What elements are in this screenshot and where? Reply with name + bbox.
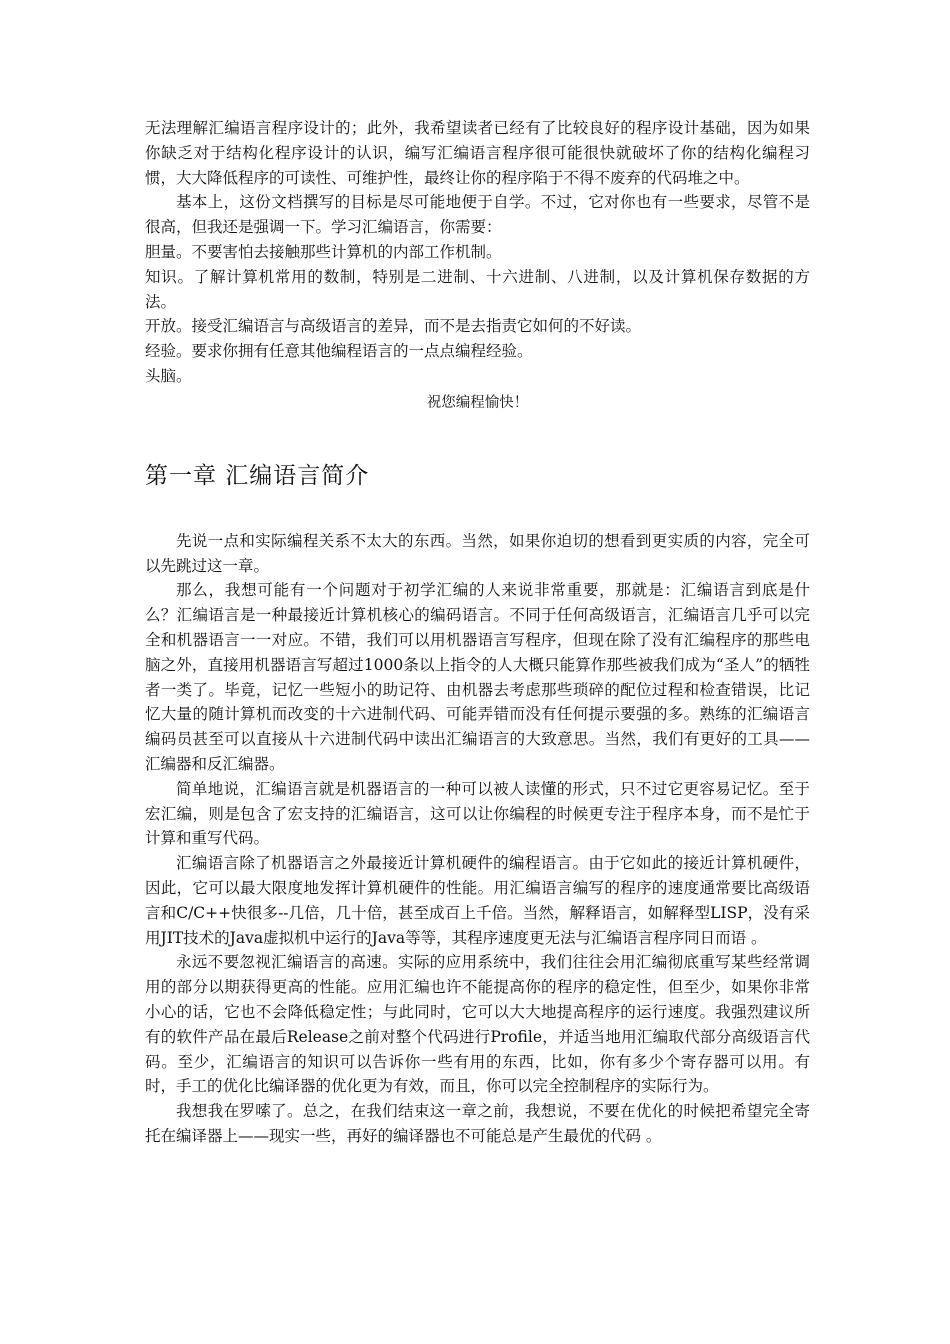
- chapter-paragraph: 先说一点和实际编程关系不太大的东西。当然，如果你迫切的想看到更实质的内容，完全可以先跳过这一章。: [145, 531, 810, 575]
- chapter-title: 第一章 汇编语言简介: [145, 462, 370, 489]
- preface-section: [145, 116, 810, 415]
- chapter-paragraph: 永远不要忽视汇编语言的高速。实际的应用系统中，我们往往会用汇编彻底重写某些经常调用的部分以期获得更高的性能。应用汇编也许不能提高你的程序的稳定性，但至少，如果你非常小心的话，它也不会降低稳定性；与此同时，它可以大大地提高程序的运行速度。我强烈建议所有的软件产品在最后Release之前对整个代码进行Profile，并适当地用汇编取代部分高级语言代码。至少，汇编语言的知识可以告诉你一些有用的东西，比如，你有多少个寄存器可以用。有时，手工的优化比编译器的优化更为有效，而且，你可以完全控制程序的实际行为。: [145, 953, 810, 1096]
- preface-paragraph: 无法理解汇编语言程序设计的；此外，我希望读者已经有了比较良好的程序设计基础，因为如果你缺乏对于结构化程序设计的认识，编写汇编语言程序很可能很快就破坏了你的结构化编程习惯，大大降低程序的可读性、可维护性，最终让你的程序陷于不得不废弃的代码堆之中。: [145, 119, 810, 187]
- requirement-item: 头脑。: [145, 366, 192, 385]
- chapter-paragraph: 汇编语言除了机器语言之外最接近计算机硬件的编程语言。由于它如此的接近计算机硬件，因此，它可以最大限度地发挥计算机硬件的性能。用汇编语言编写的程序的速度通常要比高级语言和C/C++快很多--几倍，几十倍，甚至成百上千倍。当然，解释语言，如解释型LISP，没有采用JIT技术的Java虚拟机中运行的Java等等，其程序速度更无法与汇编语言程序同日而语 。: [145, 854, 810, 947]
- preface-paragraph: 基本上，这份文档撰写的目标是尽可能地便于自学。不过，它对你也有一些要求，尽管不是很高，但我还是强调一下。学习汇编语言，你需要：: [145, 193, 810, 237]
- document-page: [145, 116, 810, 1149]
- requirement-item: 开放。接受汇编语言与高级语言的差异，而不是去指责它如何的不好读。: [145, 317, 642, 336]
- requirement-item: 胆量。不要害怕去接触那些计算机的内部工作机制。: [145, 242, 502, 261]
- closing-greeting: 祝您编程愉快！: [426, 394, 529, 411]
- chapter-body: [145, 529, 810, 1149]
- requirement-item: 知识。了解计算机常用的数制，特别是二进制、十六进制、八进制，以及计算机保存数据的方法。: [145, 267, 810, 311]
- chapter-paragraph: 简单地说，汇编语言就是机器语言的一种可以被人读懂的形式，只不过它更容易记忆。至于宏汇编，则是包含了宏支持的汇编语言，这可以让你编程的时候更专注于程序本身，而不是忙于计算和重写代码。: [145, 779, 810, 848]
- requirement-item: 经验。要求你拥有任意其他编程语言的一点点编程经验。: [145, 342, 533, 361]
- chapter-paragraph: 我想我在罗嗦了。总之，在我们结束这一章之前，我想说，不要在优化的时候把希望完全寄托在编译器上——现实一些，再好的编译器也不可能总是产生最优的代码 。: [145, 1102, 810, 1145]
- chapter-paragraph: 那么，我想可能有一个问题对于初学汇编的人来说非常重要，那就是：汇编语言到底是什么？汇编语言是一种最接近计算机核心的编码语言。不同于任何高级语言，汇编语言几乎可以完全和机器语言一一对应。不错，我们可以用机器语言写程序，但现在除了没有汇编程序的那些电脑之外，直接用机器语言写超过1000条以上指令的人大概只能算作那些被我们成为“圣人”的牺牲者一类了。毕竟，记忆一些短小的助记符、由机器去考虑那些琐碎的配位过程和检查错误，比记忆大量的随计算机而改变的十六进制代码、可能弄错而没有任何提示要强的多。熟练的汇编语言编码员甚至可以直接从十六进制代码中读出汇编语言的大致意思。当然，我们有更好的工具——汇编器和反汇编器。: [145, 581, 810, 773]
